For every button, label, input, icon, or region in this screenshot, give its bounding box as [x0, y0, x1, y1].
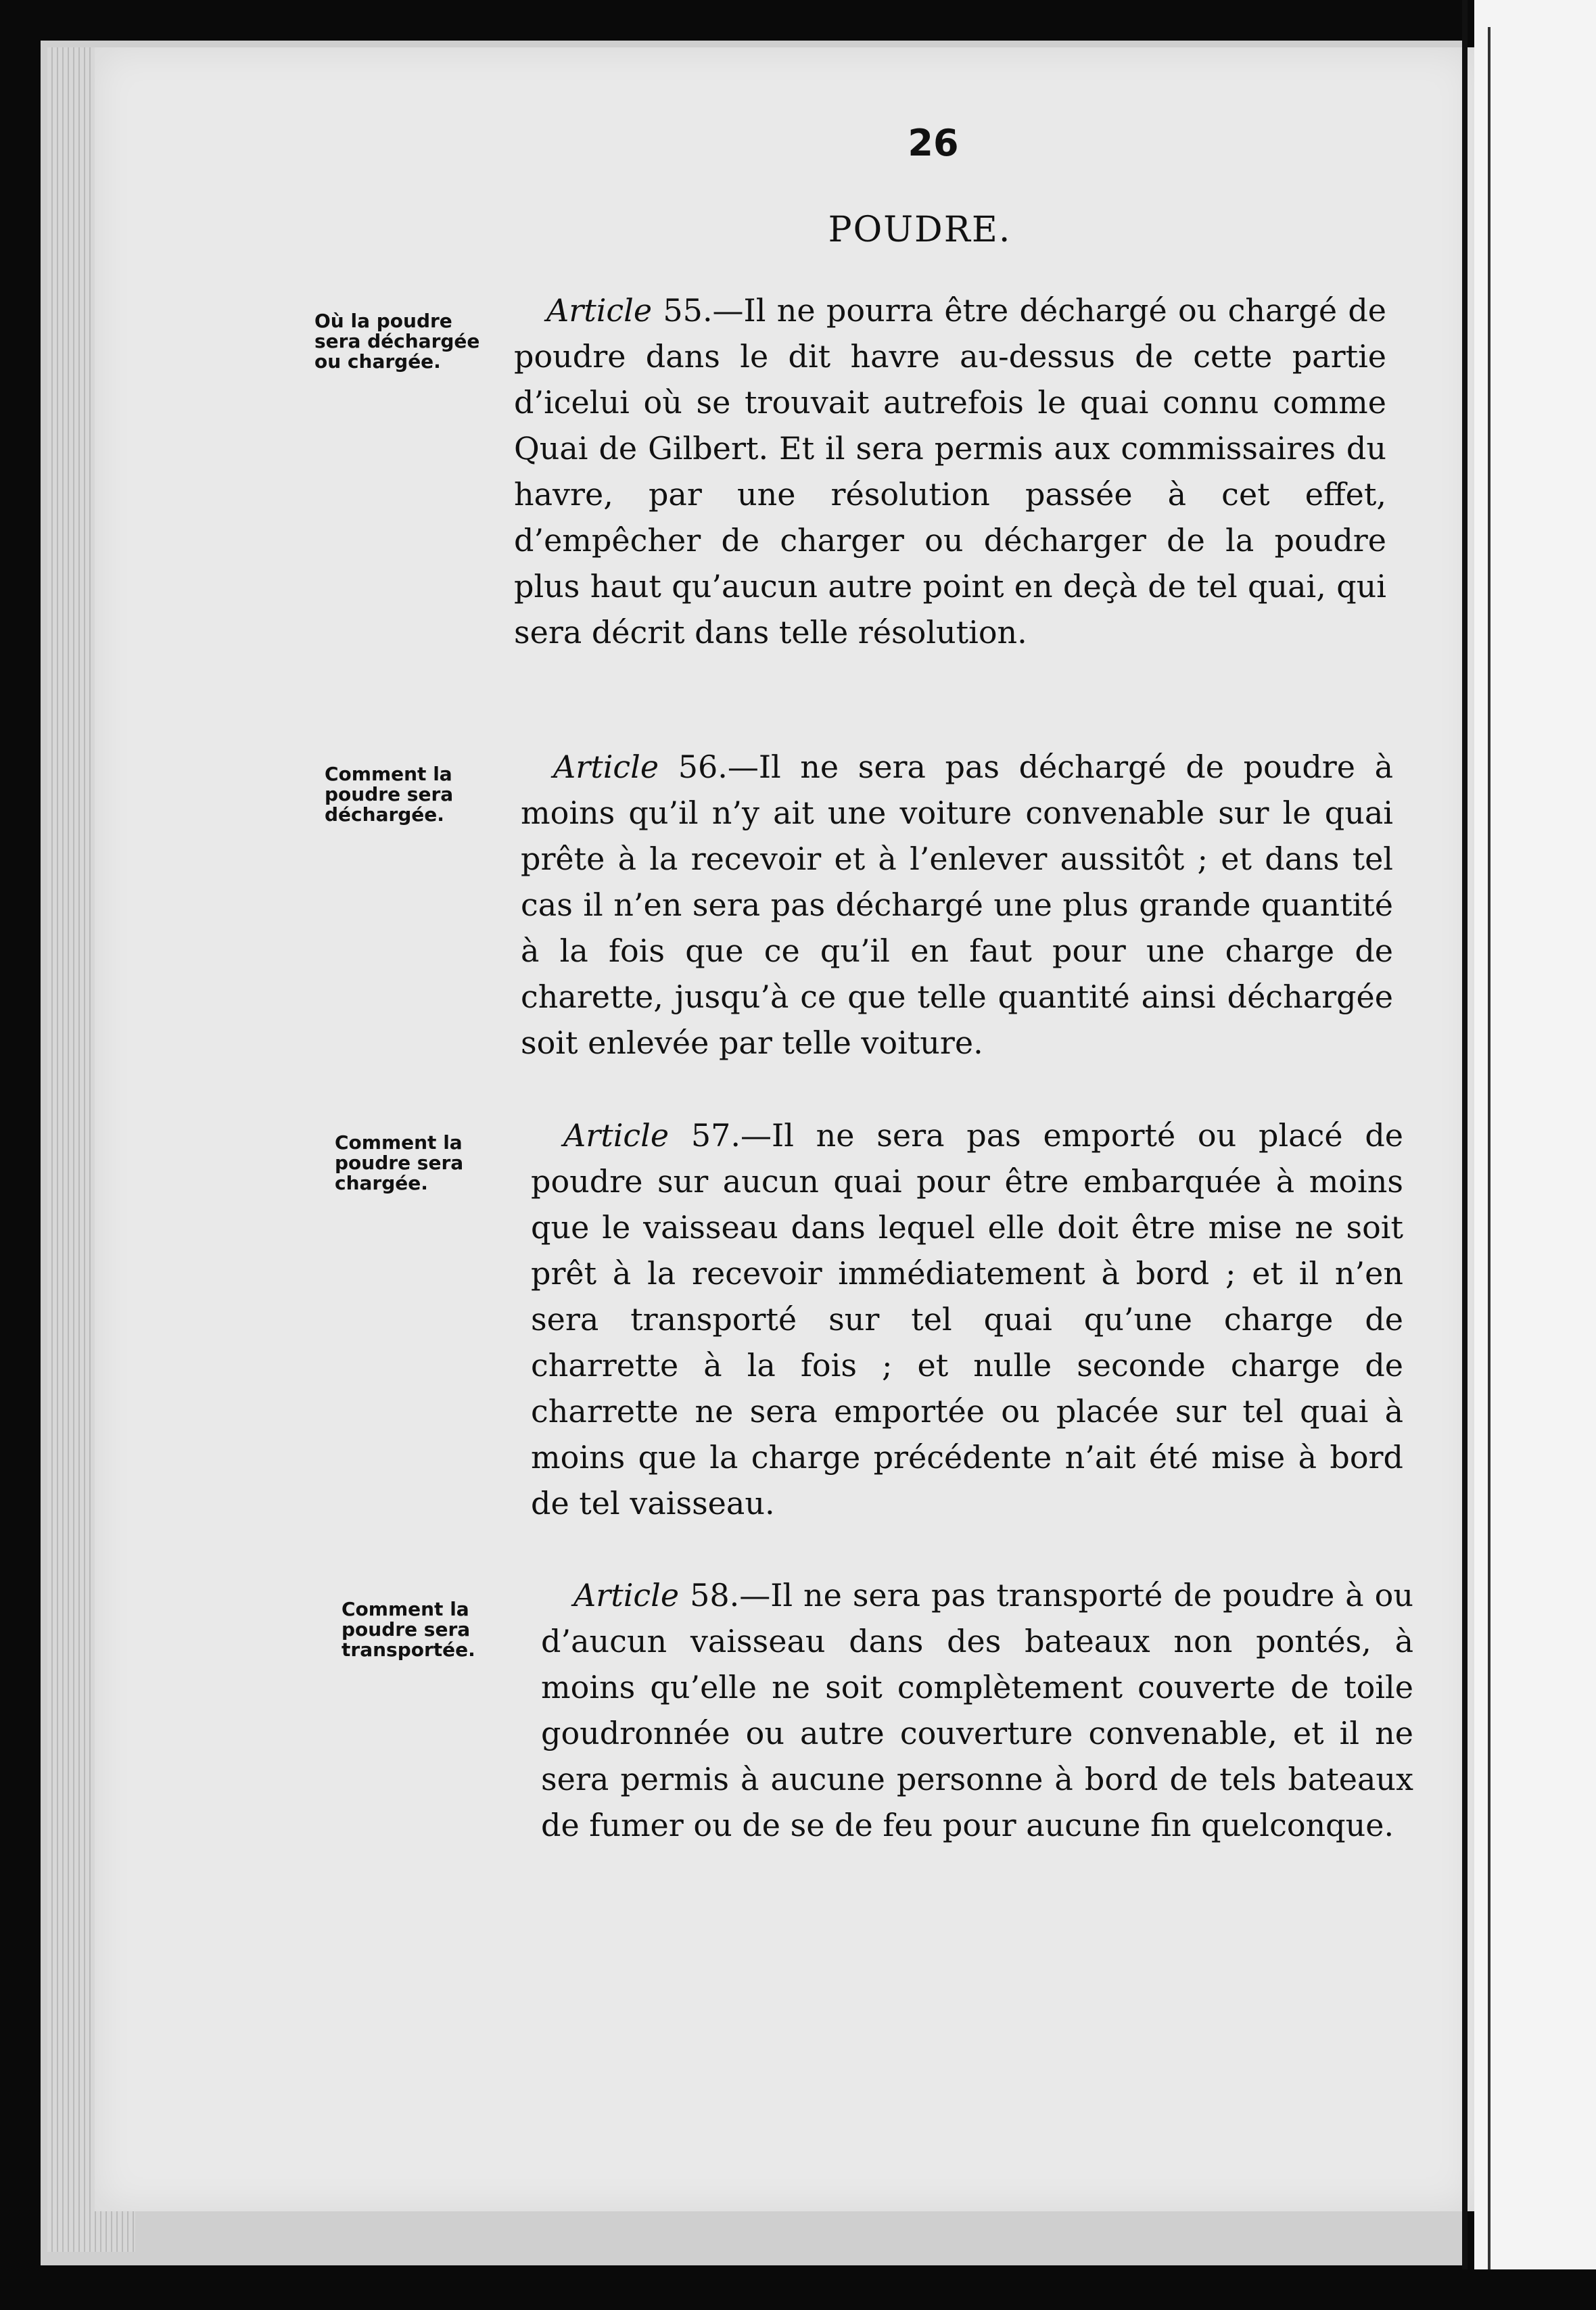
article-55: [514, 287, 1386, 655]
scan-border-bottom: [0, 2269, 1596, 2310]
article-text: 55.—Il ne pourra être déchargé ou chargé de poudre dans le dit havre au-dessus de cette partie d’icelui où se trouvait autrefois le quai connu comme Quai de Gilbert. Et il sera permis aux commissaires du havre, par une résolution passée à cet effet, d’empêcher de charger ou décharger de la poudre plus haut qu’aucun autre point en deçà de tel quai, qui sera décrit dans telle résolution.: [514, 292, 1387, 651]
article-56: [521, 744, 1393, 1066]
section-title: POUDRE.: [828, 210, 1012, 250]
article-label: Article: [553, 749, 659, 785]
article-text: 56.—Il ne sera pas déchargé de poudre à moins qu’il n’y ait une voiture convenable sur le quai prête à la recevoir et à l’enlever aussitôt ; et dans tel cas il n’en sera pas déchargé une plus grande quantité à la fois que ce qu’il en faut pour une charge de charette, jusqu’à ce que telle quantité ainsi déchargée soit enlevée par telle voiture.: [521, 749, 1393, 1061]
side-note-article-56: Comment la poudre sera déchargée.: [325, 763, 454, 826]
article-58: [541, 1572, 1413, 1848]
article-label: Article: [563, 1117, 670, 1154]
article-label: Article: [573, 1577, 680, 1613]
article-text: 57.—Il ne sera pas emporté ou placé de poudre sur aucun quai pour être embarquée à moins que le vaisseau dans lequel elle doit être mise ne soit prêt à la recevoir immédiatement à bord ; et il n’en sera transporté sur tel quai qu’une charge de charrette à la fois ; et nulle seconde charge de charrette ne sera emportée ou placée sur tel quai à moins que la charge précédente n’ait été mise à bord de tel vaisseau.: [531, 1117, 1404, 1522]
side-note-article-55: Où la poudre sera déchargée ou chargée.: [314, 310, 480, 373]
facing-page-edge: [1474, 0, 1596, 2310]
page-number: 26: [908, 122, 959, 164]
side-note-article-57: Comment la poudre sera chargée.: [335, 1131, 464, 1194]
side-note-article-58: Comment la poudre sera transportée.: [342, 1598, 475, 1661]
book-gutter: [1462, 0, 1468, 2310]
article-57: [531, 1112, 1403, 1526]
article-text: 58.—Il ne sera pas transporté de poudre à ou d’aucun vaisseau dans des bateaux non pontés, à moins qu’elle ne soit complètement couverte de toile goudronnée ou autre couverture convenable, et il ne sera permis à aucune personne à bord de tels bateaux de fumer ou de se de feu pour aucune fin quelconque.: [541, 1577, 1413, 1843]
article-label: Article: [546, 292, 653, 329]
